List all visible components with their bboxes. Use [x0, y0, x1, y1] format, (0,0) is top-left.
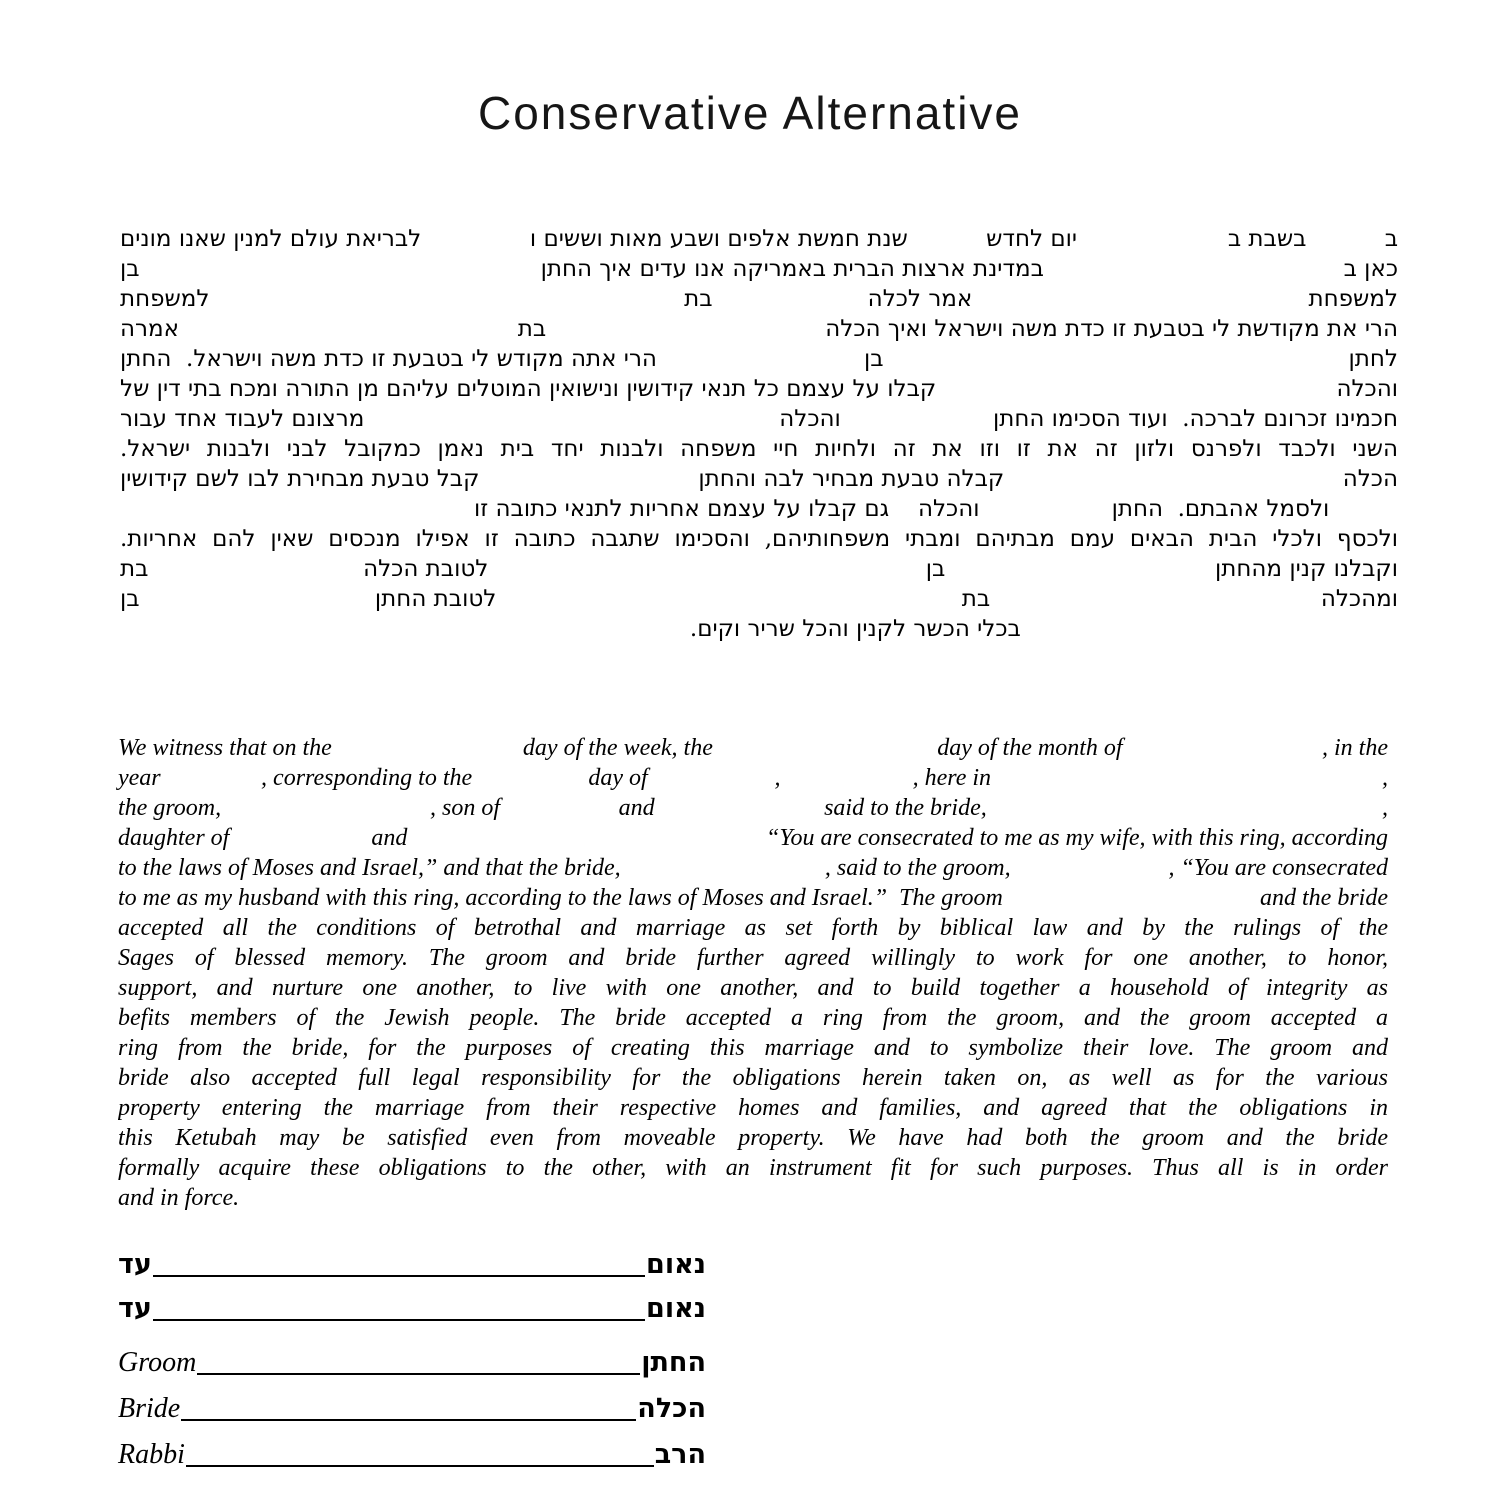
fill-in-blank — [1021, 635, 1398, 636]
hebrew-text-block — [120, 224, 1398, 644]
signature-line — [181, 1418, 636, 1421]
text-segment: בן — [925, 556, 946, 582]
fill-in-blank — [332, 754, 523, 755]
fill-in-blank — [210, 305, 685, 306]
hebrew-line — [120, 584, 1398, 614]
fill-in-blank — [621, 874, 825, 875]
fill-in-blank — [841, 425, 993, 426]
fill-in-blank — [1004, 485, 1342, 486]
fill-in-blank — [991, 784, 1382, 785]
fill-in-blank — [648, 784, 775, 785]
english-line: support, and nurture one another, to live with one another, and to build together a household of integrity as — [118, 975, 1388, 1001]
text-segment: אמר לכלה — [867, 286, 973, 312]
fill-in-blank — [884, 365, 1349, 366]
fill-in-blank — [980, 515, 1112, 516]
text-segment: הכלה — [1342, 466, 1398, 492]
text-segment: , here in — [912, 765, 992, 791]
fill-in-blank — [421, 245, 530, 246]
text-segment: והכלה — [779, 406, 841, 432]
hebrew-line — [120, 464, 1398, 494]
signature-label-right: החתן — [641, 1347, 706, 1378]
hebrew-line — [120, 284, 1398, 314]
text-segment: אמרה — [120, 316, 180, 342]
hebrew-line: השני ולכבד ולפרנס ולזון זה את זו וזו את זה ולחיות חיי משפחה ולבנות יחד בית נאמן כמקובל לבני ולבנות ישראל. — [120, 436, 1398, 462]
text-segment: והכלה — [1336, 376, 1398, 402]
text-segment: הרי אתה מקודש לי בטבעת זו כדת משה וישראל. החתן — [120, 346, 657, 372]
hebrew-line — [120, 554, 1398, 584]
text-segment: לטובת הכלה — [363, 556, 489, 582]
text-segment: ולסמל אהבתם. החתן — [1111, 496, 1330, 522]
fill-in-blank — [713, 305, 868, 306]
text-segment: We witness that on the — [118, 735, 332, 761]
fill-in-blank — [908, 245, 986, 246]
fill-in-blank — [972, 305, 1308, 306]
text-segment: והכלה — [917, 496, 980, 522]
fill-in-blank — [1044, 275, 1344, 276]
fill-in-blank — [500, 814, 619, 815]
signature-line — [153, 1274, 645, 1277]
text-segment: , corresponding to the — [261, 765, 473, 791]
text-segment: בת — [961, 586, 991, 612]
text-segment: לבריאת עולם למנין שאנו מונים — [120, 226, 422, 252]
text-segment: to the laws of Moses and Israel,” and that the bride, — [118, 855, 621, 881]
text-segment: בת — [684, 286, 713, 312]
english-line: befits members of the Jewish people. The bride accepted a ring from the groom, and the groom accepted a — [118, 1005, 1388, 1031]
signature-row — [118, 1246, 706, 1282]
signature-row — [118, 1290, 706, 1326]
fill-in-blank — [1306, 245, 1384, 246]
signature-label-left: Groom — [118, 1347, 197, 1378]
text-segment: בת — [119, 556, 149, 582]
text-segment: and — [371, 825, 408, 851]
text-segment: הרי את מקודשת לי בטבעת זו כדת משה וישראל ואיך הכלה — [825, 316, 1398, 342]
text-segment: כאן ב — [1343, 256, 1398, 282]
fill-in-blank — [1077, 245, 1228, 246]
fill-in-blank — [140, 605, 375, 606]
text-segment: day of — [588, 765, 648, 791]
signature-line — [153, 1318, 645, 1321]
hebrew-line — [120, 314, 1398, 344]
hebrew-line — [120, 254, 1398, 284]
english-line: accepted all the conditions of betrothal and marriage as set forth by biblical law and by the rulings of the — [118, 915, 1388, 941]
signature-label-right: הכלה — [637, 1393, 706, 1424]
fill-in-blank — [713, 754, 937, 755]
text-segment: בשבת ב — [1227, 226, 1307, 252]
english-line — [118, 823, 1388, 853]
english-line — [118, 733, 1388, 763]
fill-in-blank — [990, 605, 1321, 606]
fill-in-blank — [488, 575, 925, 576]
text-segment: day of the month of — [937, 735, 1123, 761]
fill-in-blank — [364, 425, 779, 426]
fill-in-blank — [140, 275, 541, 276]
english-line — [118, 793, 1388, 823]
text-segment: , — [1382, 795, 1388, 821]
fill-in-blank — [781, 784, 913, 785]
text-segment: למשפחת — [1308, 286, 1398, 312]
fill-in-blank — [655, 814, 824, 815]
text-segment: and the bride — [1260, 885, 1388, 911]
fill-in-blank — [1011, 874, 1169, 875]
hebrew-line — [120, 374, 1398, 404]
fill-in-blank — [889, 515, 918, 516]
signature-row — [118, 1344, 706, 1380]
fill-in-blank — [936, 395, 1336, 396]
text-segment: בכלי הכשר לקנין והכל שריר וקים. — [689, 616, 1021, 642]
fill-in-blank — [657, 365, 864, 366]
hebrew-line — [120, 404, 1398, 434]
text-segment: year — [118, 765, 161, 791]
text-segment: day of the week, the — [522, 735, 713, 761]
english-line: this Ketubah may be satisfied even from moveable property. We have had both the groom and the bride — [118, 1125, 1388, 1151]
fill-in-blank — [472, 784, 588, 785]
english-line: ring from the bride, for the purposes of creating this marriage and to symbolize their love. The groom and — [118, 1035, 1388, 1061]
signature-section — [118, 1246, 706, 1472]
text-segment: ב — [1384, 226, 1398, 252]
text-segment: מרצונם לעבוד אחד עבור — [120, 406, 365, 432]
text-segment: קבלו על עצמם כל תנאי קידושין ונישואין המוטלים עליהם מן התורה ומכח בתי דין של — [120, 376, 937, 402]
text-segment: , — [1382, 765, 1389, 791]
text-segment: לחתן — [1348, 346, 1398, 372]
text-segment: to me as my husband with this ring, according to the laws of Moses and Israel.” The groom — [118, 885, 1003, 911]
text-segment: וקבלנו קנין מהחתן — [1214, 556, 1398, 582]
fill-in-blank — [945, 575, 1215, 576]
english-line: bride also accepted full legal responsibility for the obligations herein taken on, as well as for the various — [118, 1065, 1388, 1091]
hebrew-line — [120, 344, 1398, 374]
text-segment: , “You are consecrated — [1168, 855, 1388, 881]
hebrew-line — [120, 224, 1398, 254]
fill-in-blank — [120, 635, 690, 636]
text-segment: , in the — [1322, 735, 1388, 761]
text-segment: , son of — [430, 795, 501, 821]
text-segment: , — [774, 765, 781, 791]
fill-in-blank — [221, 814, 430, 815]
text-segment: קבלה טבעת מבחיר לבה והחתן — [698, 466, 1005, 492]
text-segment: גם קבלו על עצמם אחריות לתנאי כתובה זו — [473, 496, 890, 522]
text-segment: said to the bride, — [824, 795, 987, 821]
signature-line — [197, 1372, 640, 1375]
signature-line — [186, 1464, 654, 1467]
text-segment: קבל טבעת מבחירת לבו לשם קידושין — [120, 466, 480, 492]
text-segment: בת — [517, 316, 547, 342]
text-segment: ומהכלה — [1320, 586, 1398, 612]
text-segment: and — [618, 795, 655, 821]
signature-row — [118, 1436, 706, 1472]
fill-in-blank — [496, 605, 961, 606]
fill-in-blank — [148, 575, 363, 576]
english-line — [118, 763, 1388, 793]
english-text-block — [118, 733, 1388, 1213]
fill-in-blank — [179, 335, 518, 336]
text-segment: בן — [120, 256, 140, 282]
text-segment: לטובת החתן — [374, 586, 497, 612]
signature-row — [118, 1390, 706, 1426]
text-segment: , said to the groom, — [824, 855, 1011, 881]
text-segment: בן — [120, 586, 140, 612]
text-segment: בן — [863, 346, 884, 372]
signature-label-right: הרב — [654, 1439, 706, 1470]
signature-label-right: נאום — [646, 1293, 706, 1324]
signature-label-left: Bride — [118, 1393, 181, 1424]
fill-in-blank — [546, 335, 825, 336]
signature-label-right: נאום — [646, 1249, 706, 1280]
fill-in-blank — [407, 844, 766, 845]
text-segment: the groom, — [118, 795, 222, 821]
fill-in-blank — [120, 515, 474, 516]
english-line: Sages of blessed memory. The groom and bride further agreed willingly to work for one another, to honor, — [118, 945, 1388, 971]
text-segment: “You are consecrated to me as my wife, with this ring, according — [766, 825, 1388, 851]
text-segment: במדינת ארצות הברית באמריקה אנו עדים איך החתן — [540, 256, 1044, 282]
english-line: property entering the marriage from their respective homes and families, and agreed that the obligations in — [118, 1095, 1388, 1121]
signature-label-left: עד — [118, 1293, 152, 1324]
text-segment: שנת חמשת אלפים ושבע מאות וששים ו — [529, 226, 908, 252]
english-line: and in force. — [118, 1185, 240, 1211]
fill-in-blank — [1003, 904, 1260, 905]
hebrew-line: ולכסף ולכלי הבית הבאים עמם מבתיהם ומבתי משפחותיהם, והסכימו שתגבה כתובה זו אפילו מנכסים שאין להם אחריות. — [120, 526, 1398, 552]
english-line: formally acquire these obligations to the other, with an instrument fit for such purposes. Thus all is in order — [118, 1155, 1388, 1181]
english-line — [118, 883, 1388, 913]
fill-in-blank — [229, 844, 371, 845]
fill-in-blank — [161, 784, 261, 785]
fill-in-blank — [1123, 754, 1322, 755]
text-segment: למשפחת — [120, 286, 210, 312]
text-segment: daughter of — [118, 825, 230, 851]
page-title: Conservative Alternative — [477, 87, 1023, 139]
signature-label-left: Rabbi — [118, 1439, 185, 1470]
fill-in-blank — [479, 485, 698, 486]
text-segment: חכמינו זכרונם לברכה. ועוד הסכימו החתן — [992, 406, 1398, 432]
hebrew-line — [120, 614, 1398, 644]
fill-in-blank — [987, 814, 1382, 815]
english-line — [118, 853, 1388, 883]
signature-label-left: עד — [118, 1249, 152, 1280]
text-segment: יום לחדש — [986, 226, 1078, 252]
fill-in-blank — [1329, 515, 1398, 516]
hebrew-line — [120, 494, 1398, 524]
